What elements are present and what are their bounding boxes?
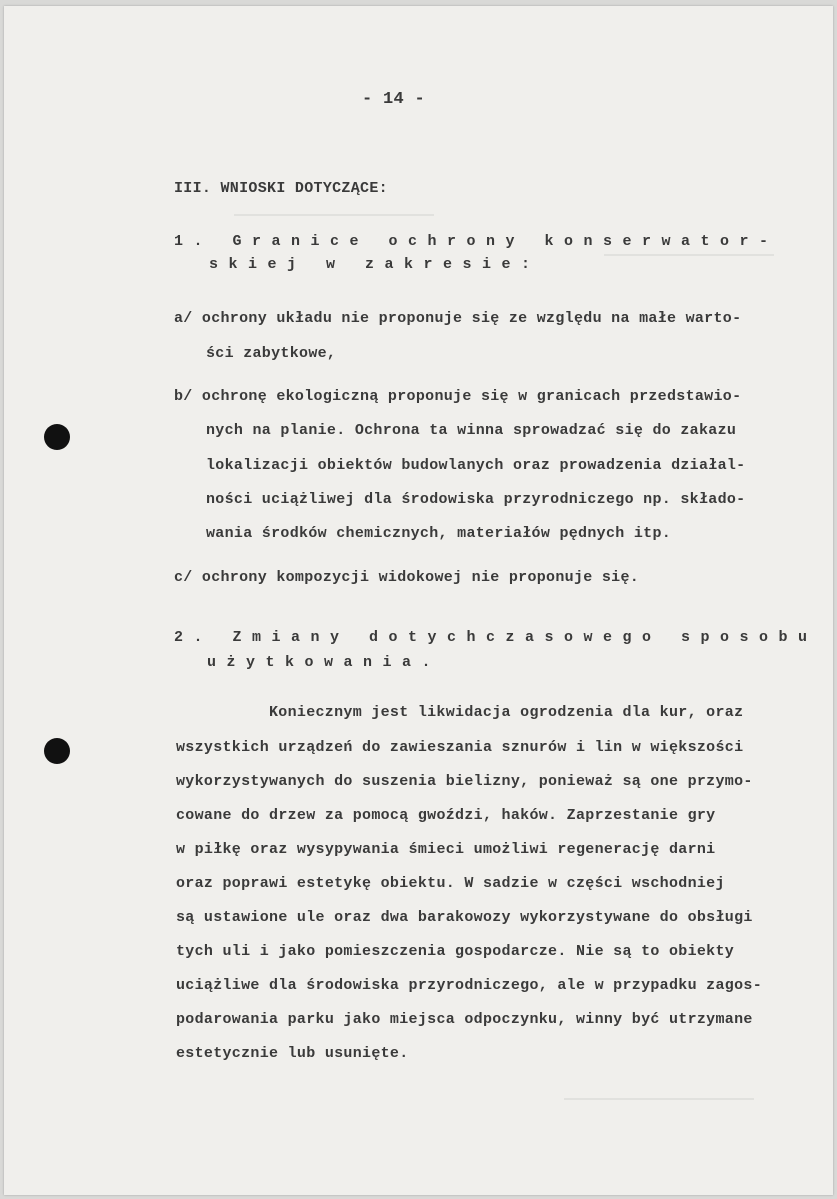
paragraph-line: są ustawione ule oraz dwa barakowozy wykorzystywane do obsługi <box>176 909 753 926</box>
bleed-through-mark <box>564 1098 754 1100</box>
bleed-through-mark <box>604 254 774 256</box>
paragraph-line: uciążliwe dla środowiska przyrodniczego, ale w przypadku zagos- <box>176 977 762 994</box>
point-1-heading-line-1: 1. Granice ochrony konserwator- <box>174 233 779 250</box>
paragraph-line: podarowania parku jako miejsca odpoczynku, winny być utrzymane <box>176 1011 753 1028</box>
point-2-heading-line-1: 2. Zmiany dotychczasowego sposobu <box>174 629 818 646</box>
point-2-heading-line-2: użytkowania. <box>207 654 442 671</box>
document-page <box>4 6 833 1195</box>
page-number: - 14 - <box>362 90 426 109</box>
paragraph-line: tych uli i jako pomieszczenia gospodarcze. Nie są to obiekty <box>176 943 735 960</box>
punch-hole-bottom <box>44 738 70 764</box>
section-heading: III. WNIOSKI DOTYCZĄCE: <box>174 180 388 197</box>
paragraph-line: cowane do drzew za pomocą gwoździ, haków. Zaprzestanie gry <box>176 807 716 824</box>
punch-hole-top <box>44 424 70 450</box>
item-b-line-2: nych na planie. Ochrona ta winna sprowadzać się do zakazu <box>206 422 737 439</box>
item-a-line-2: ści zabytkowe, <box>206 345 337 362</box>
paragraph-line: w piłkę oraz wysypywania śmieci umożliwi regenerację darni <box>176 841 716 858</box>
paragraph-line: wszystkich urządzeń do zawieszania sznurów i lin w większości <box>176 739 744 756</box>
point-1-heading-line-2: skiej w zakresie: <box>209 256 541 273</box>
paragraph-line: estetycznie lub usunięte. <box>176 1045 409 1062</box>
item-b-line-5: wania środków chemicznych, materiałów pędnych itp. <box>206 525 672 542</box>
item-b-line-4: ności uciążliwej dla środowiska przyrodniczego np. składo- <box>206 491 746 508</box>
paragraph-line: Koniecznym jest likwidacja ogrodzenia dla kur, oraz <box>269 704 744 721</box>
item-b-line-1: b/ ochronę ekologiczną proponuje się w granicach przedstawio- <box>174 388 742 405</box>
item-b-line-3: lokalizacji obiektów budowlanych oraz prowadzenia działal- <box>206 457 746 474</box>
bleed-through-mark <box>234 214 434 216</box>
item-c-line-1: c/ ochrony kompozycji widokowej nie proponuje się. <box>174 569 640 586</box>
paragraph-line: wykorzystywanych do suszenia bielizny, ponieważ są one przymo- <box>176 773 753 790</box>
item-a-line-1: a/ ochrony układu nie proponuje się ze względu na małe warto- <box>174 310 742 327</box>
paragraph-line: oraz poprawi estetykę obiektu. W sadzie w części wschodniej <box>176 875 725 892</box>
